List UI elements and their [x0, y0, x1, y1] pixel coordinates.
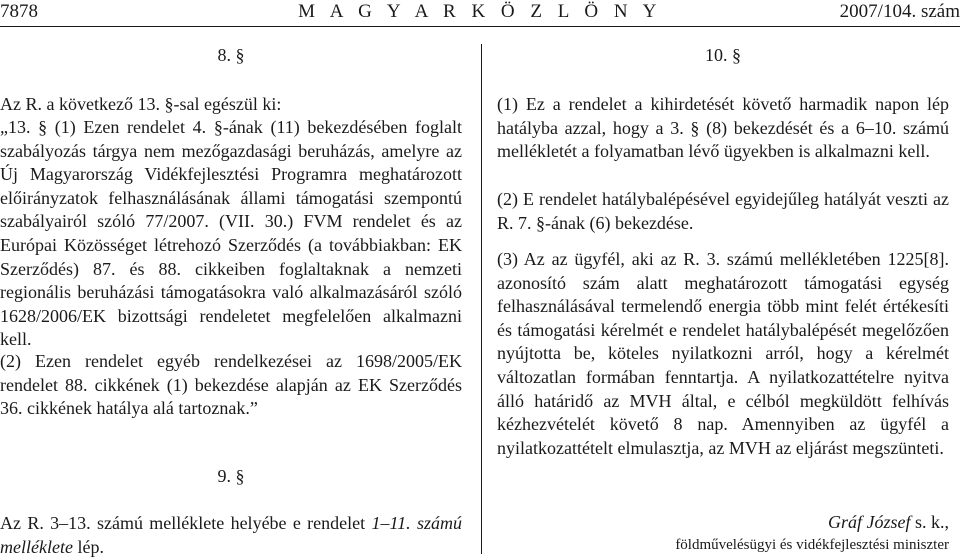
section-heading-9: 9. § — [217, 466, 245, 486]
section-heading-8: 8. § — [217, 45, 245, 65]
page-header — [0, 0, 960, 27]
journal-title: M A G Y A R K Ö Z L Ö N Y — [298, 1, 662, 22]
entry-into-force-paragraph-2: (2) E rendelet hatálybalépésével egyidejűleg hatályát veszti az R. 7. §-ának (6) bekezdése. — [497, 189, 949, 233]
page-number: 7878 — [0, 1, 38, 22]
annex-text-end: lép. — [72, 536, 104, 557]
signatory-name: Gráf József — [827, 512, 911, 532]
signature-suffix: s. k., — [910, 512, 949, 532]
issue-number: 2007/104. szám — [839, 1, 960, 22]
annex-replacement-paragraph — [0, 512, 462, 559]
section-13-paragraph-1: „13. § (1) Ezen rendelet 4. §-ának (11) bekezdésében foglalt szabályozás tárgya nem mezőgazdasági beruházás, amelyre az Új Magyarország Vidékfejlesztési Programra meghatározott előirányzatok felhasználásának állami támogatási szempontú szabályairól szóló 77/2007. (VII. 30.) FVM rendelet és az Európai Közösséget létrehozó Szerződés (a továbbiakban: EK Szerződés) 87. és 88. cikkeiben foglaltaknak a nemzeti regionális beruházási támogatásokra való alkalmazásáról szóló 1628/2006/EK bizottsági rendeletet megfelelően alkalmazni kell. — [0, 117, 462, 350]
column-divider — [481, 44, 482, 554]
entry-into-force-paragraph-3: (3) Az az ügyfél, aki az R. 3. számú mellékletében 1225[8]. azonosító szám alatt meghatározott támogatási egység felhasználásával termelendő energia több mint felét értékesíti és támogatási kérelmét e rendelet hatálybalépését megelőzően nyújtotta be, köteles nyilatkozni arról, hogy a kérelmét változatlan formában fenntartja. A nyilatkozattételre nyitva álló határidő az MVH által, e célból megküldött felhívás kézhezvételét követő 8 nap. Amennyiben az ügyfél a nyilatkozattételt elmulasztja, az MVH az eljárást megszünteti. — [497, 249, 949, 458]
signatory-title: földművelésügyi és vidékfejlesztési miniszter — [675, 537, 949, 553]
annex-text-start: Az R. 3–13. számú melléklete helyébe e rendelet — [0, 513, 372, 533]
amendment-intro: Az R. a következő 13. §-sal egészül ki: — [0, 94, 282, 114]
signature-line — [497, 511, 949, 535]
section-13-paragraph-2: (2) Ezen rendelet egyéb rendelkezései az 1698/2005/EK rendelet 88. cikkének (1) bekezdése alapján az EK Szerződés 36. cikkének hatálya alá tartoznak.” — [0, 351, 462, 419]
entry-into-force-paragraph-1: (1) Ez a rendelet a kihirdetését követő harmadik napon lép hatályba azzal, hogy a 3. § (8) bekezdését és a 6–10. számú mellékletét a folyamatban lévő ügyekben is alkalmazni kell. — [497, 94, 949, 162]
annex-reference: 1–11. számú melléklete — [0, 513, 462, 557]
section-heading-10: 10. § — [705, 45, 741, 65]
